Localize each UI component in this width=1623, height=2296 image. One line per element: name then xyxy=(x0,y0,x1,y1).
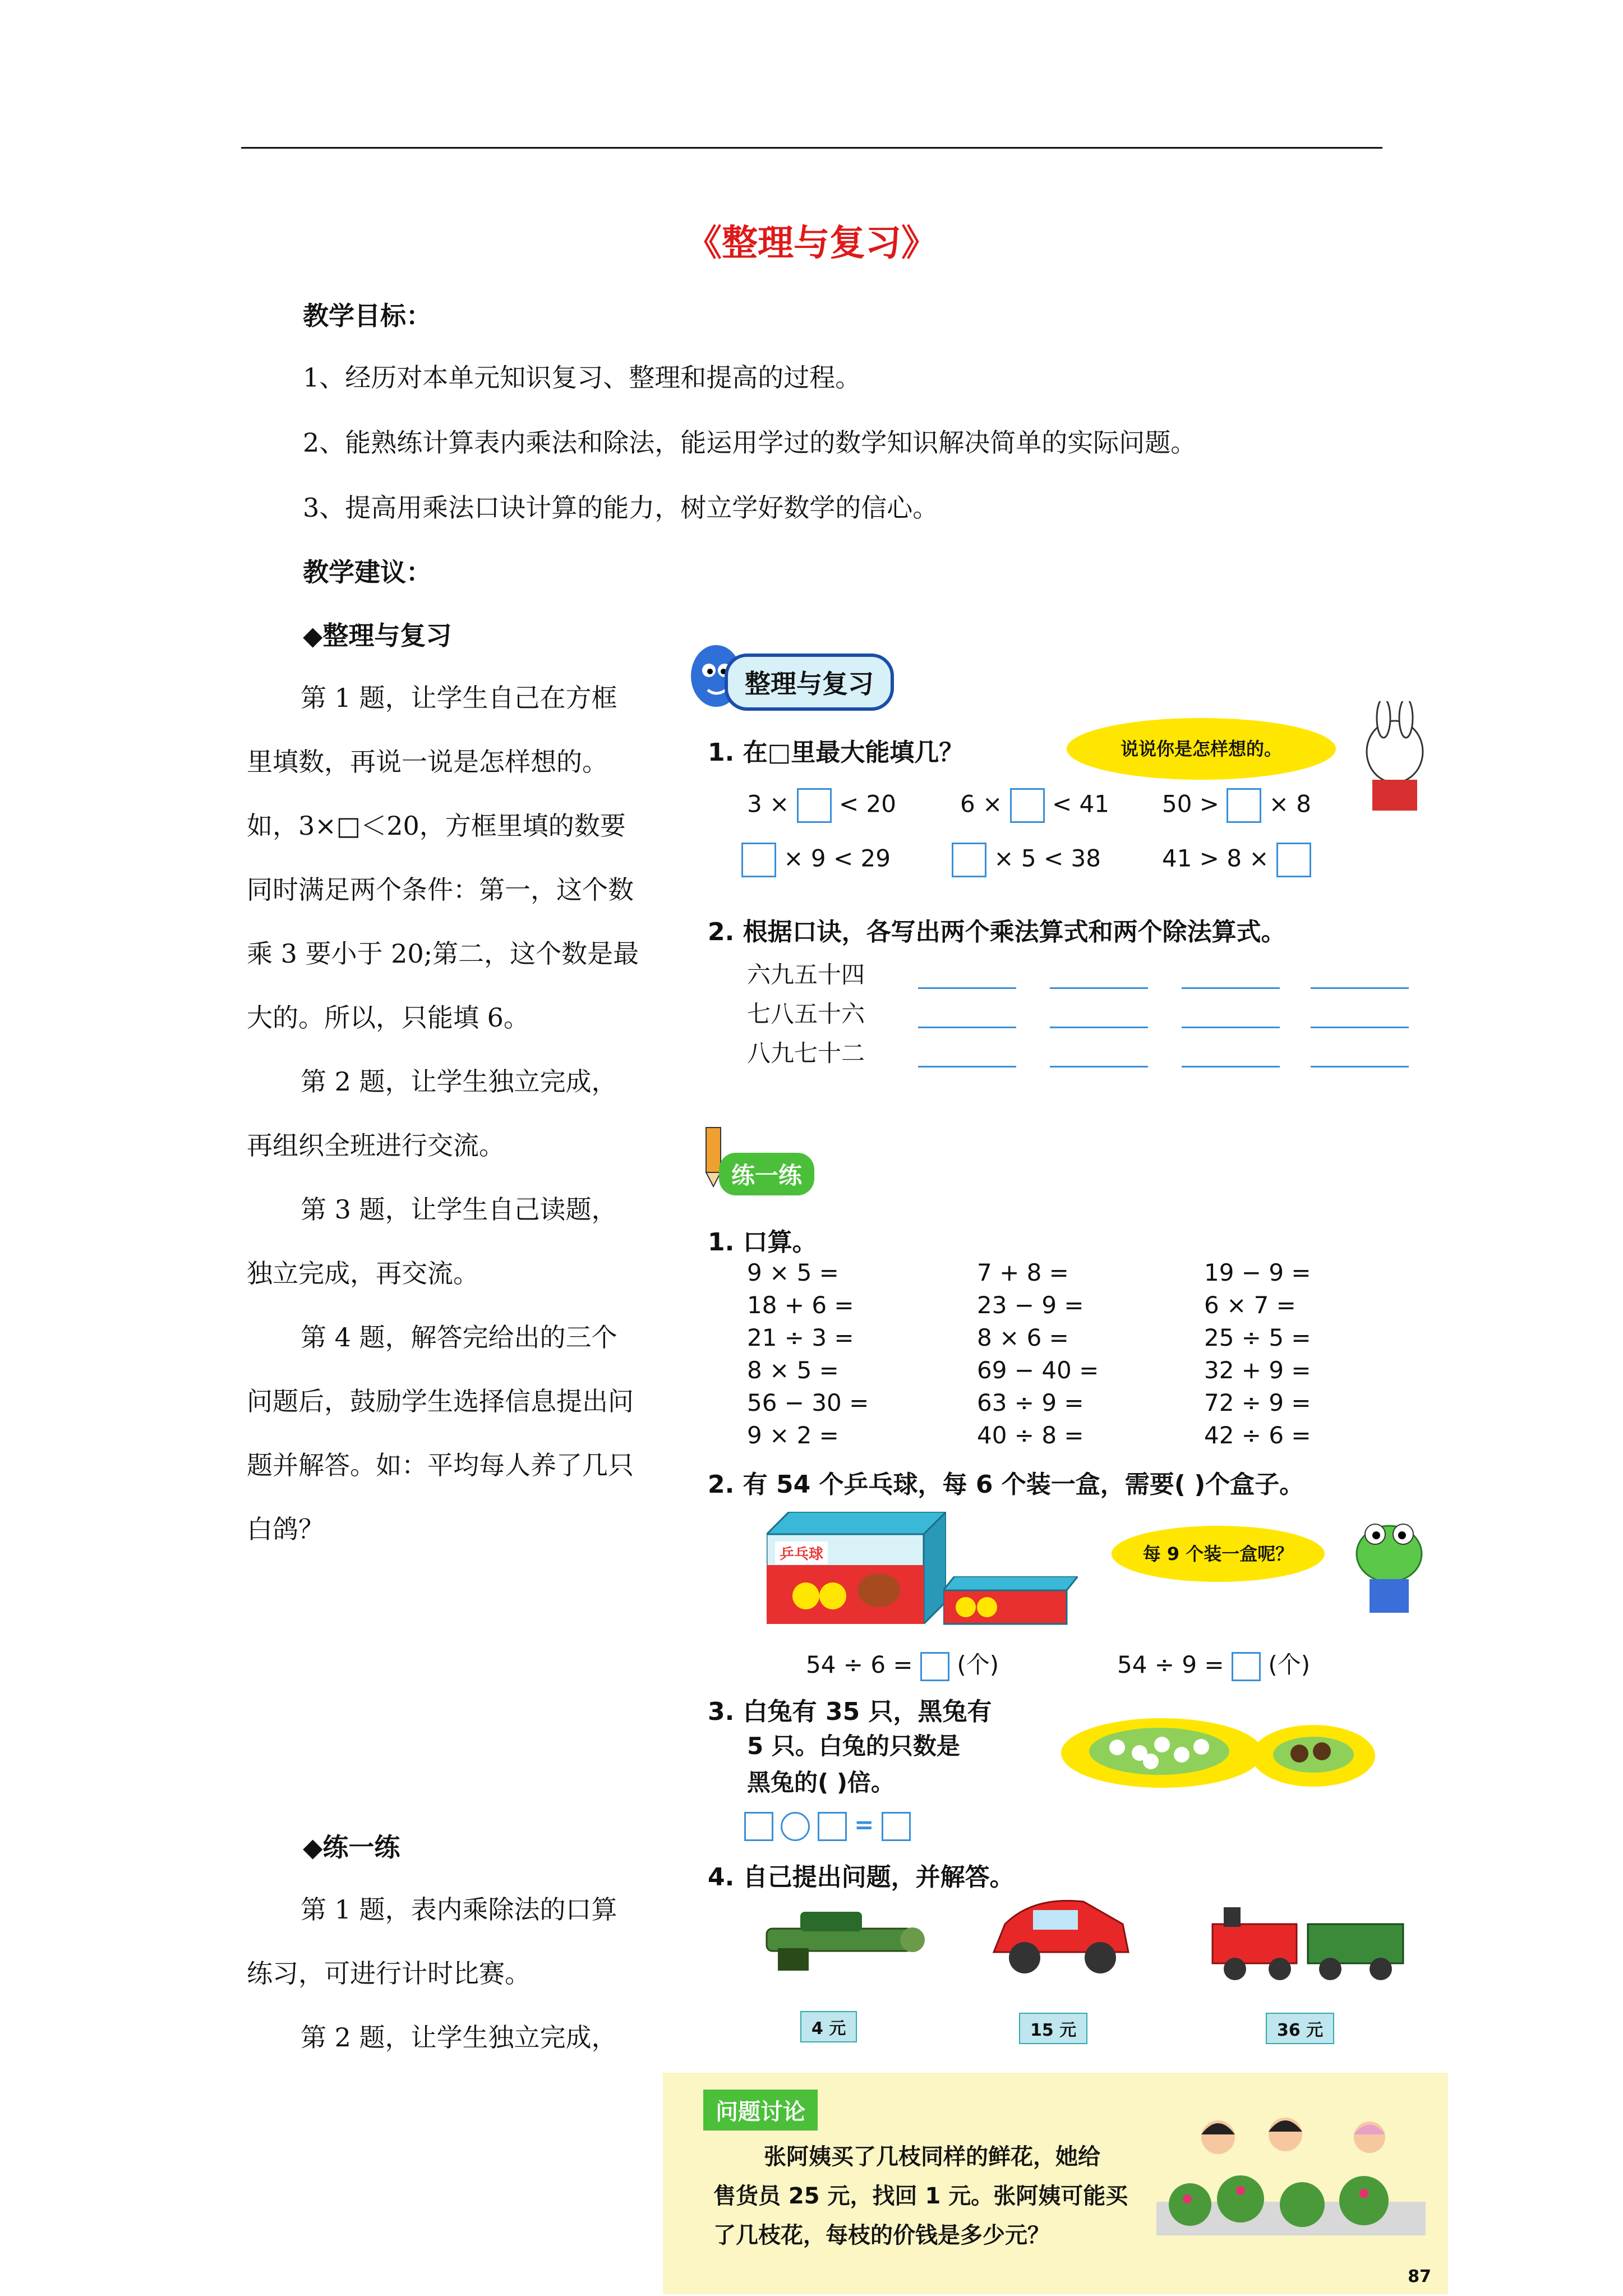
discussion-line: 了几枝花，每枝的价钱是多少元？ xyxy=(713,2223,1050,2248)
rabbits-illustration-icon xyxy=(1061,1700,1375,1789)
answer-box[interactable] xyxy=(882,1812,911,1841)
q1-row2-item2 xyxy=(952,843,1101,877)
pingpong-box-small-icon xyxy=(943,1576,1078,1627)
practice-badge: 练一练 xyxy=(719,1153,814,1195)
blank-line[interactable] xyxy=(1182,1027,1280,1028)
operator-circle[interactable] xyxy=(781,1812,810,1841)
page-title: 《整理与复习》 xyxy=(686,222,937,264)
equation: 54 ÷ 9 = xyxy=(1117,1651,1224,1678)
goal-2: 2、能熟练计算表内乘法和除法，能运用学过的数学知识解决简单的实际问题。 xyxy=(303,427,1197,458)
toy-car-icon xyxy=(988,1890,1134,1980)
rhyme-2: 七八五十六 xyxy=(747,1000,865,1028)
para-q3: 第 3 题，让学生自己读题，独立完成，再交流。 xyxy=(247,1194,617,1289)
oral-item: 8 × 5 = xyxy=(747,1356,839,1384)
oral-column-1 xyxy=(747,1257,869,1452)
expression: 41 > 8 × xyxy=(1162,844,1269,872)
oral-column-2 xyxy=(977,1257,1099,1452)
answer-box[interactable] xyxy=(1276,843,1311,877)
operand: 50 xyxy=(1162,790,1192,818)
section2-heading: ◆练一练 xyxy=(303,1832,400,1862)
unit-label: (个) xyxy=(1268,1651,1311,1678)
suggest-heading: 教学建议： xyxy=(303,557,432,587)
discussion-line: 张阿姨买了几枝同样的鲜花，她给 xyxy=(764,2144,1100,2170)
relation: < 41 xyxy=(1052,790,1109,818)
oral-item: 42 ÷ 6 = xyxy=(1204,1421,1311,1449)
operand: 3 xyxy=(747,790,762,818)
rabbit-mascot-icon xyxy=(1353,701,1437,813)
blank-line[interactable] xyxy=(1050,1027,1148,1028)
textbook-scan xyxy=(663,634,1448,2280)
p2-equation-2 xyxy=(1117,1646,1310,1681)
oral-item: 19 − 9 = xyxy=(1204,1259,1311,1286)
p4-text: 4. 自己提出问题，并解答。 xyxy=(708,1863,1015,1892)
answer-box[interactable] xyxy=(1232,1652,1261,1681)
oral-item: 9 × 5 = xyxy=(747,1259,839,1286)
oral-item: 40 ÷ 8 = xyxy=(977,1421,1084,1449)
answer-box[interactable] xyxy=(952,843,986,877)
blank-line[interactable] xyxy=(918,987,1016,989)
q1-text: 1. 在□里最大能填几？ xyxy=(708,738,964,767)
discussion-box xyxy=(663,2073,1448,2294)
p3-line-2: 5 只。白兔的只数是 xyxy=(747,1732,960,1760)
oral-item: 72 ÷ 9 = xyxy=(1204,1389,1311,1416)
p2-text: 2. 有 54 个乒乓球，每 6 个装一盒，需要( )个盒子。 xyxy=(708,1470,1304,1499)
discussion-text xyxy=(713,2137,1128,2255)
answer-box[interactable] xyxy=(797,788,832,823)
blank-line[interactable] xyxy=(1182,1066,1280,1068)
discussion-label: 问题讨论 xyxy=(703,2090,818,2131)
p3-equation-template: = xyxy=(744,1811,911,1841)
oral-item: 9 × 2 = xyxy=(747,1421,839,1449)
relation: × 8 xyxy=(1269,790,1311,818)
blank-line[interactable] xyxy=(918,1066,1016,1068)
oral-item: 56 − 30 = xyxy=(747,1389,869,1416)
hint-bubble-1: 说说你是怎样想的。 xyxy=(1067,718,1336,780)
oral-item: 18 + 6 = xyxy=(747,1291,854,1319)
price-tag-train: 36 元 xyxy=(1266,2013,1334,2044)
q1-row1-item1: 3 × < 20 xyxy=(747,788,896,823)
price-tag-gun: 4 元 xyxy=(800,2011,857,2042)
blank-line[interactable] xyxy=(1050,1066,1148,1068)
q2-text: 2. 根据口诀，各写出两个乘法算式和两个除法算式。 xyxy=(708,918,1286,946)
frog-mascot-icon xyxy=(1347,1515,1431,1627)
hint-bubble-2: 每 9 个装一盒呢？ xyxy=(1112,1526,1325,1582)
oral-item: 69 − 40 = xyxy=(977,1356,1099,1384)
p3-line-3: 黑兔的( )倍。 xyxy=(747,1769,895,1796)
para-q1: 第 1 题，让学生自己在方框里填数，再说一说是怎样想的。如，3×□＜20，方框里填的数要同时满足两个条件：第一，这个数乘 3 要小于 20;第二，这个数是最大的。所以，只能填 6。 xyxy=(247,683,639,1033)
blank-line[interactable] xyxy=(1311,1027,1409,1028)
toy-gun-icon xyxy=(733,1906,935,1973)
blank-line[interactable] xyxy=(1311,1066,1409,1068)
blank-line[interactable] xyxy=(918,1027,1016,1028)
para-practice-1: 第 1 题，表内乘除法的口算练习，可进行计时比赛。 xyxy=(247,1894,617,1989)
q1-row1-item2: 6 × < 41 xyxy=(960,788,1109,823)
para-practice-2: 第 2 题，让学生独立完成， xyxy=(301,2022,617,2053)
oral-item: 21 ÷ 3 = xyxy=(747,1324,854,1351)
oral-item: 63 ÷ 9 = xyxy=(977,1389,1084,1416)
goals-heading: 教学目标： xyxy=(303,301,432,331)
goal-1: 1、经历对本单元知识复习、整理和提高的过程。 xyxy=(303,362,861,393)
p3-line-1: 3. 白兔有 35 只，黑兔有 xyxy=(708,1697,992,1726)
oral-item: 6 × 7 = xyxy=(1204,1291,1296,1319)
header-rule xyxy=(241,147,1382,149)
oral-item: 32 + 9 = xyxy=(1204,1356,1311,1384)
answer-box[interactable] xyxy=(741,843,776,877)
answer-box[interactable] xyxy=(1010,788,1045,823)
answer-box[interactable] xyxy=(744,1812,773,1841)
equation: 54 ÷ 6 = xyxy=(806,1651,913,1678)
rhyme-1: 六九五十四 xyxy=(747,961,865,988)
discussion-line: 售货员 25 元，找回 1 元。张阿姨可能买 xyxy=(713,2183,1128,2209)
oral-item: 8 × 6 = xyxy=(977,1324,1069,1351)
answer-box[interactable] xyxy=(920,1652,949,1681)
q1-row2-item1 xyxy=(741,843,891,877)
p2-equation-1 xyxy=(806,1646,999,1681)
answer-box[interactable] xyxy=(1227,788,1261,823)
blank-line[interactable] xyxy=(1050,987,1148,989)
pingpong-box-large-icon xyxy=(767,1512,946,1624)
q1-row1-item3: 50 > × 8 xyxy=(1162,788,1311,823)
para-q2: 第 2 题，让学生独立完成，再组织全班进行交流。 xyxy=(247,1066,617,1161)
oral-item: 7 + 8 = xyxy=(977,1259,1069,1286)
section1-text xyxy=(247,666,639,1561)
price-tag-car: 15 元 xyxy=(1019,2013,1087,2044)
rhyme-3: 八九七十二 xyxy=(747,1039,865,1067)
page-number: 87 xyxy=(1408,2267,1431,2286)
para-q4: 第 4 题，解答完给出的三个问题后，鼓励学生选择信息提出问题并解答。如：平均每人养了几只白鸽？ xyxy=(247,1322,634,1544)
p1-text: 1. 口算。 xyxy=(708,1228,817,1257)
expression: × 5 < 38 xyxy=(994,844,1101,872)
oral-item: 25 ÷ 5 = xyxy=(1204,1324,1311,1351)
blank-line[interactable] xyxy=(1311,987,1409,989)
blank-line[interactable] xyxy=(1182,987,1280,989)
relation: < 20 xyxy=(839,790,896,818)
oral-column-3 xyxy=(1204,1257,1311,1452)
section2-text xyxy=(247,1878,639,2069)
q1-row2-item3 xyxy=(1162,843,1311,877)
oral-item: 23 − 9 = xyxy=(977,1291,1084,1319)
goal-3: 3、提高用乘法口诀计算的能力，树立学好数学的信心。 xyxy=(303,493,939,523)
section1-heading: ◆整理与复习 xyxy=(303,620,452,651)
operand: 6 xyxy=(960,790,975,818)
review-badge: 整理与复习 xyxy=(725,654,894,711)
expression: × 9 < 29 xyxy=(783,844,891,872)
answer-box[interactable] xyxy=(818,1812,847,1841)
unit-label: (个) xyxy=(957,1651,999,1678)
box-label: 乒乓球 xyxy=(775,1542,828,1565)
flower-shop-children-icon xyxy=(1156,2106,1426,2252)
toy-train-icon xyxy=(1201,1899,1414,1983)
